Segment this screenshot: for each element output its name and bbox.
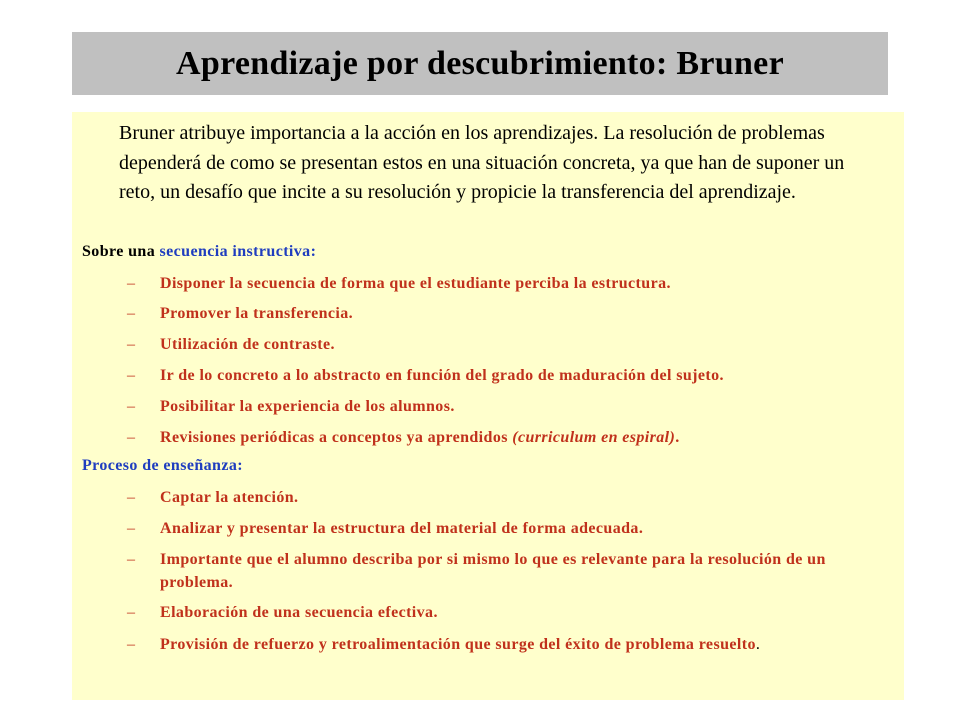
dash-bullet: – [127, 367, 136, 384]
list-item-text: Disponer la secuencia de forma que el estudiante perciba la estructura. [160, 275, 671, 292]
content-box [72, 112, 904, 700]
list-item-text: Posibilitar la experiencia de los alumnos. [160, 398, 455, 415]
list-item [127, 633, 847, 656]
list-item [127, 395, 847, 418]
dash-bullet: – [127, 636, 136, 653]
list-item-text: Captar la atención. [160, 489, 299, 506]
dash-bullet: – [127, 489, 136, 506]
intro-paragraph: Bruner atribuye importancia a la acción en los aprendizajes. La resolución de problemas dependerá de como se presentan estos en una situación concreta, ya que han de suponer un reto, un desafío que incite a su resolución y propicie la transferencia del aprendizaje. [119, 122, 845, 203]
list-item [127, 333, 847, 356]
list-item-main: Revisiones periódicas a conceptos ya aprendidos [160, 429, 513, 446]
list-item-text: Analizar y presentar la estructura del material de forma adecuada. [160, 520, 644, 537]
list-item-text [160, 426, 847, 449]
dash-bullet: – [127, 604, 136, 621]
dash-bullet: – [127, 551, 136, 568]
list-item [127, 548, 847, 594]
list-item-end: . [755, 636, 761, 653]
section-heading-proceso: Proceso de enseñanza: [82, 457, 243, 474]
list-item-text: Importante que el alumno describa por si mismo lo que es relevante para la resolución de un problema. [160, 551, 826, 591]
section-heading-secuencia [82, 243, 316, 261]
list-item [127, 601, 847, 624]
list-item [127, 426, 847, 449]
title-bar [72, 32, 888, 95]
dash-bullet: – [127, 398, 136, 415]
list-item [127, 517, 847, 540]
list-item-text: Elaboración de una secuencia efectiva. [160, 604, 438, 621]
list-item-text [160, 633, 847, 656]
list-item-end: . [675, 429, 680, 446]
dash-bullet: – [127, 336, 136, 353]
dash-bullet: – [127, 275, 136, 292]
slide-title: Aprendizaje por descubrimiento: Bruner [176, 44, 784, 82]
list-item-main: Provisión de refuerzo y retroalimentación que surge del éxito de problema resuelto [160, 636, 756, 653]
list-item [127, 364, 847, 387]
list-item-text: Utilización de contraste. [160, 336, 335, 353]
list-item [127, 272, 847, 295]
dash-bullet: – [127, 429, 136, 446]
section-heading-highlight: secuencia instructiva: [159, 243, 317, 260]
list-item [127, 302, 847, 325]
dash-bullet: – [127, 305, 136, 322]
list-item-text: Promover la transferencia. [160, 305, 354, 322]
list-item-italic: (curriculum en espiral) [512, 429, 676, 446]
list-item [127, 486, 847, 509]
dash-bullet: – [127, 520, 136, 537]
list-item-text: Ir de lo concreto a lo abstracto en función del grado de maduración del sujeto. [160, 367, 724, 384]
section-heading-prefix: Sobre una [82, 243, 160, 260]
